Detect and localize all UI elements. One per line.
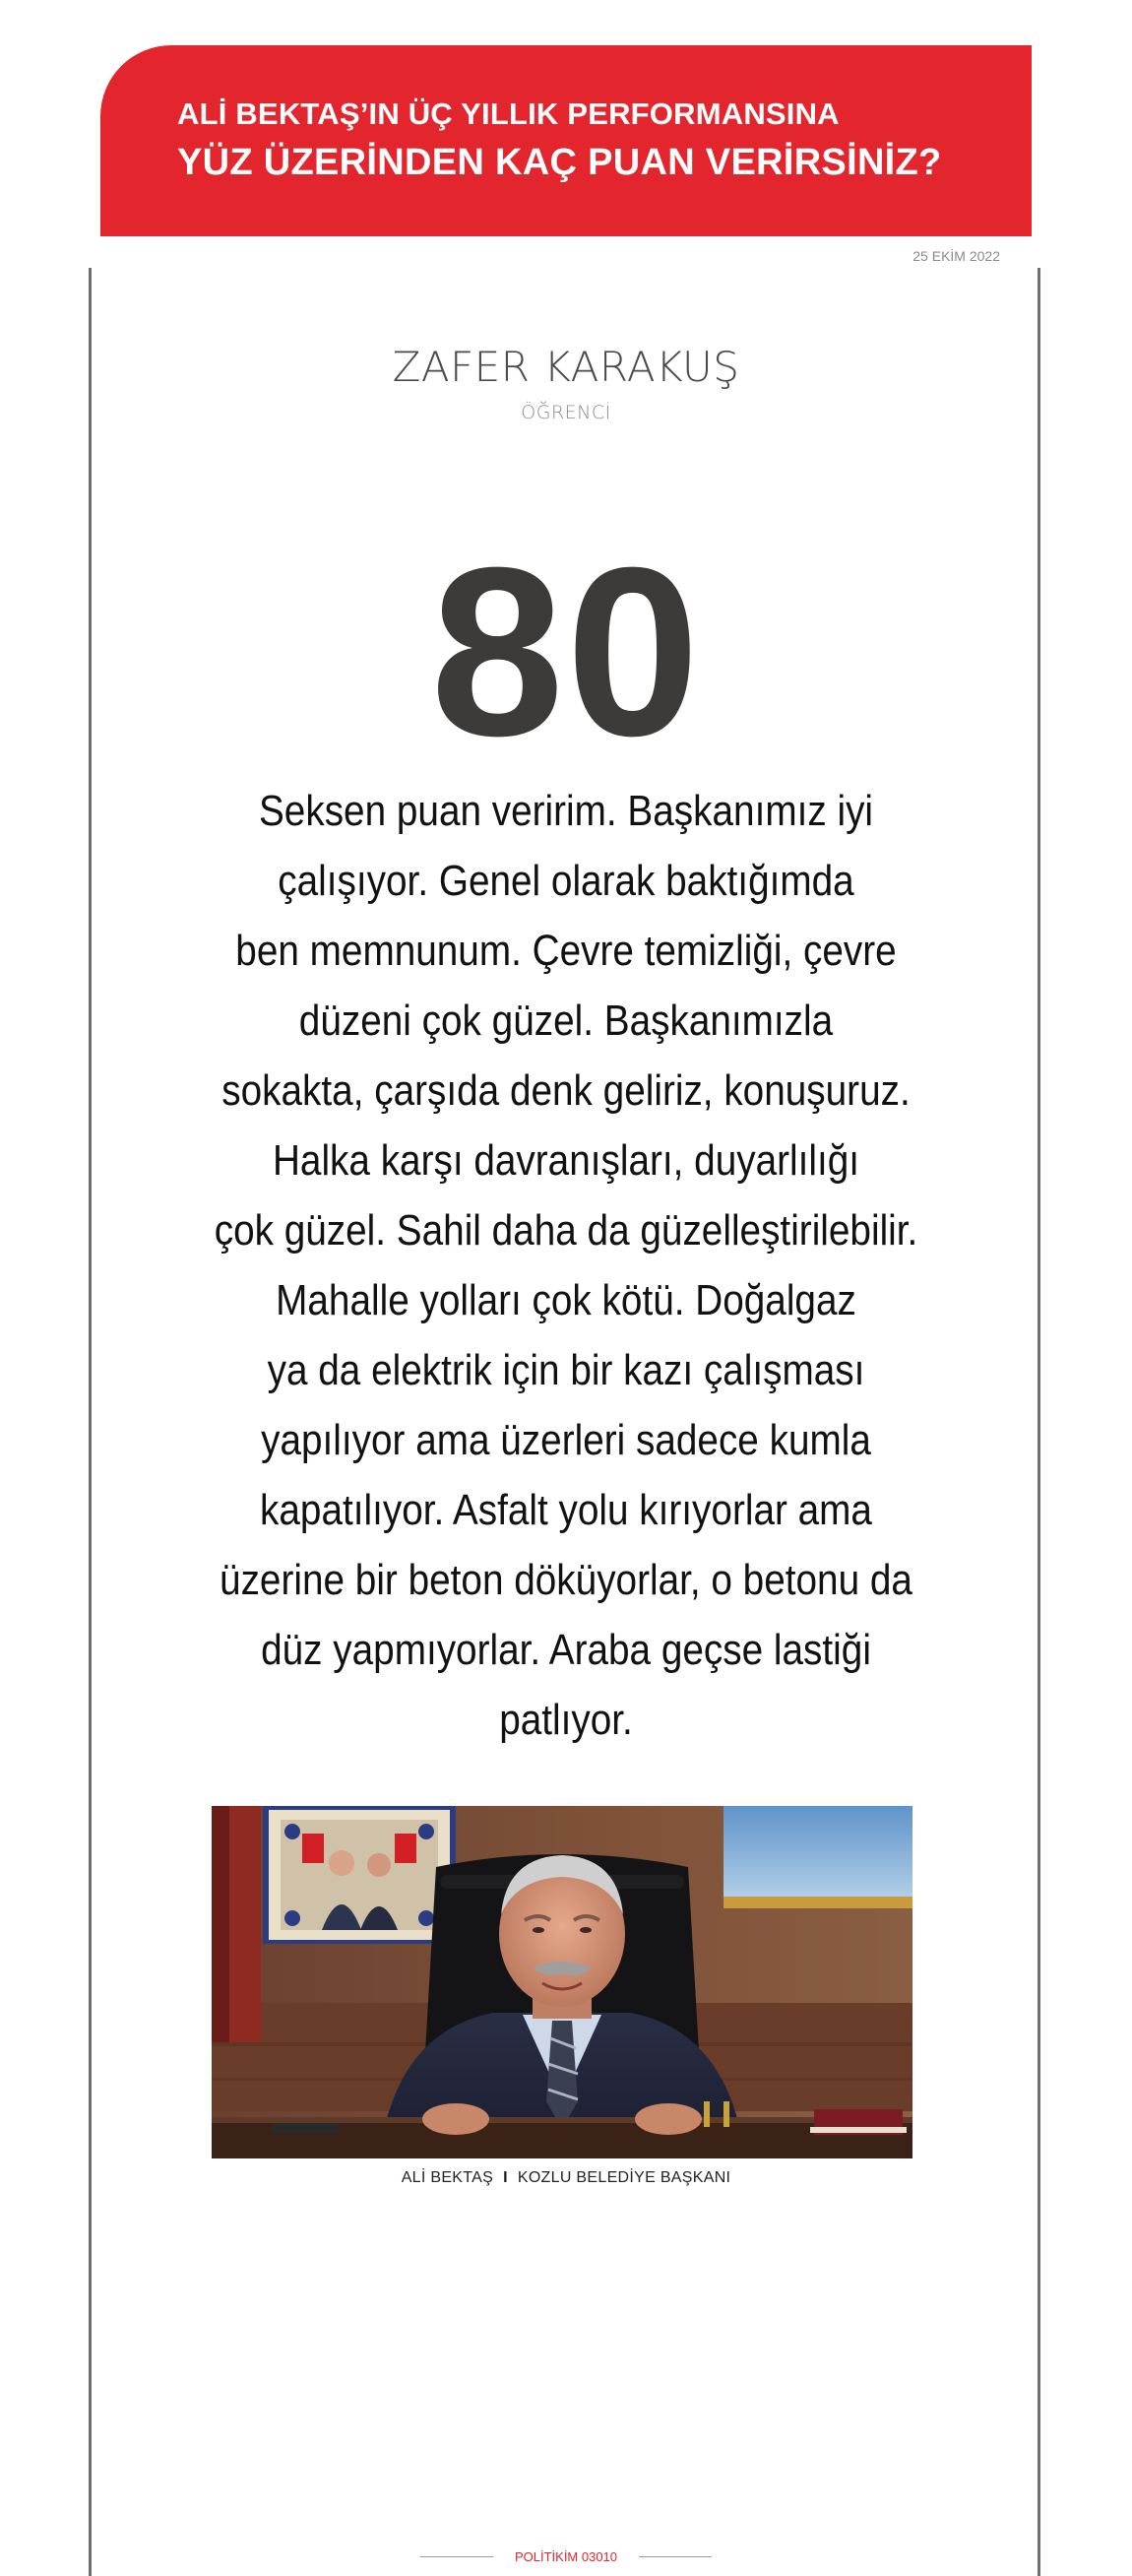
score-value: 80 bbox=[430, 517, 702, 786]
statement-line: ya da elektrik için bir kazı çalışması bbox=[267, 1346, 865, 1394]
statement-line: çalışıyor. Genel olarak baktığımda bbox=[278, 857, 854, 905]
statement-line: Mahalle yolları çok kötü. Doğalgaz bbox=[276, 1276, 856, 1324]
statement-line: üzerine bir beton döküyorlar, o betonu da bbox=[220, 1556, 912, 1604]
mayor-photo bbox=[212, 1806, 912, 2158]
footer bbox=[0, 2548, 1132, 2566]
statement-line: düzeni çok güzel. Başkanımızla bbox=[298, 997, 834, 1045]
header-banner bbox=[100, 45, 1032, 236]
photo-caption bbox=[0, 2169, 1132, 2187]
statement-line: kapatılıyor. Asfalt yolu kırıyorlar ama bbox=[260, 1486, 872, 1534]
publication-date: 25 EKİM 2022 bbox=[912, 248, 1000, 264]
statement-text bbox=[198, 776, 934, 1755]
statement-line: Halka karşı davranışları, duyarlılığı bbox=[272, 1136, 860, 1185]
caption-separator: I bbox=[503, 2169, 508, 2186]
header-question-line1: ALİ BEKTAŞ’IN ÜÇ YILLIK PERFORMANSINA bbox=[177, 97, 840, 131]
footer-page-label: POLİTİKİM 03010 bbox=[514, 2549, 618, 2565]
statement-line: Seksen puan veririm. Başkanımız iyi bbox=[258, 787, 874, 835]
statement-line: yapılıyor ama üzerleri sadece kumla bbox=[261, 1416, 871, 1464]
caption-name: ALİ BEKTAŞ bbox=[401, 2169, 494, 2186]
header-question-line2: YÜZ ÜZERİNDEN KAÇ PUAN VERİRSİNİZ? bbox=[177, 142, 942, 183]
statement-line: patlıyor. bbox=[499, 1696, 633, 1744]
author-role: ÖĞRENCİ bbox=[521, 402, 611, 423]
footer-rule-left bbox=[420, 2556, 493, 2557]
footer-rule-right bbox=[639, 2556, 712, 2557]
statement-line: çok güzel. Sahil daha da güzelleştirilebilir. bbox=[214, 1206, 918, 1255]
statement-line: düz yapmıyorlar. Araba geçse lastiği bbox=[261, 1626, 871, 1674]
author-name: ZAFER KARAKUŞ bbox=[392, 343, 740, 391]
caption-title: KOZLU BELEDİYE BAŞKANI bbox=[517, 2169, 731, 2186]
statement-line: sokakta, çarşıda denk geliriz, konuşuruz. bbox=[221, 1066, 911, 1115]
statement-line: ben memnunum. Çevre temizliği, çevre bbox=[235, 927, 897, 975]
